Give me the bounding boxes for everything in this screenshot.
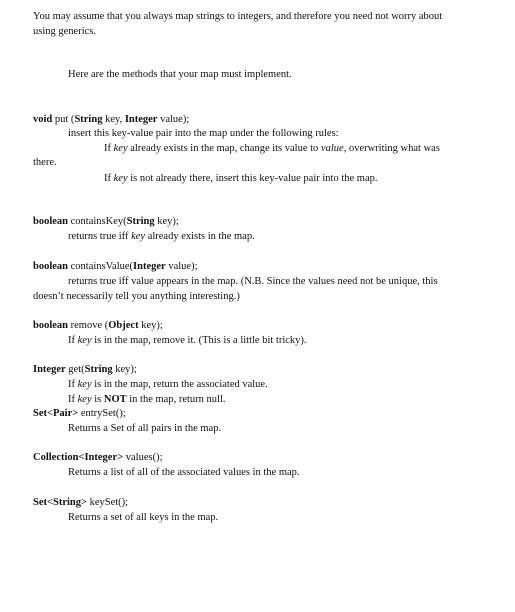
get-desc-part: If — [68, 379, 78, 390]
containskey-return-type: boolean — [33, 216, 69, 227]
containsvalue-description-2: doesn’t necessarily tell you anything interesting.) — [33, 291, 240, 302]
containsvalue-sig-part: containsValue( — [68, 261, 134, 272]
intro-line-1: You may assume that you always map strings to integers, and therefore you need not worry about — [33, 11, 443, 22]
containskey-signature — [33, 215, 179, 228]
get-description-1 — [68, 378, 268, 391]
containsvalue-return-type: boolean — [33, 261, 69, 272]
values-return-type: Collection<Integer> — [33, 452, 124, 463]
get-param-type: String — [84, 364, 113, 375]
remove-description — [68, 334, 307, 347]
put-rule-2-key: key — [113, 173, 128, 184]
put-rule-2 — [104, 172, 378, 185]
put-sig-part: put ( — [52, 114, 75, 125]
put-description: insert this key-value pair into the map under the following rules: — [68, 128, 339, 139]
put-rule-1-part: If — [104, 143, 114, 154]
put-rule-1 — [104, 142, 440, 155]
containsvalue-param-type: Integer — [133, 261, 166, 272]
values-description: Returns a list of all of the associated values in the map. — [68, 467, 300, 478]
put-rule-1-part: , overwriting what was — [343, 143, 440, 154]
containskey-desc-key: key — [131, 231, 146, 242]
get-sig-part: get( — [65, 364, 85, 375]
keyset-description: Returns a set of all keys in the map. — [68, 512, 219, 523]
containskey-description — [68, 230, 255, 243]
put-rule-1-part: already exists in the map, change its value to — [127, 143, 321, 154]
entryset-sig-part: entrySet(); — [78, 408, 126, 419]
containsvalue-description-1: returns true iff value appears in the map. (N.B. Since the values need not be unique, this — [68, 276, 438, 287]
get-desc-key: key — [77, 394, 92, 405]
remove-desc-part: is in the map, remove it. (This is a little bit tricky). — [91, 335, 307, 346]
get-sig-part: key); — [112, 364, 137, 375]
remove-return-type: boolean — [33, 320, 69, 331]
put-signature — [33, 113, 189, 126]
keyset-sig-part: keySet(); — [86, 497, 129, 508]
containskey-sig-part: containsKey( — [68, 216, 127, 227]
containskey-param-type: String — [126, 216, 155, 227]
get-desc-part: is in the map, return the associated value. — [91, 379, 268, 390]
entryset-return-type: Set< — [33, 408, 53, 419]
remove-sig-part: key); — [138, 320, 163, 331]
values-signature — [33, 451, 163, 464]
get-desc-part: If — [68, 394, 78, 405]
remove-desc-part: If — [68, 335, 78, 346]
put-rule-1-key: key — [113, 143, 128, 154]
containskey-sig-part: key); — [154, 216, 179, 227]
put-param-type-2: Integer — [124, 114, 158, 125]
get-description-2 — [68, 393, 226, 406]
intro-line-2: using generics. — [33, 26, 96, 37]
remove-sig-part: remove ( — [68, 320, 109, 331]
remove-desc-key: key — [77, 335, 92, 346]
get-signature — [33, 363, 137, 376]
entryset-description: Returns a Set of all pairs in the map. — [68, 423, 222, 434]
put-sig-part: value); — [157, 114, 190, 125]
methods-heading: Here are the methods that your map must implement. — [68, 69, 292, 80]
containsvalue-sig-part: value); — [165, 261, 198, 272]
get-desc-key: key — [77, 379, 92, 390]
values-sig-part: values(); — [123, 452, 163, 463]
containskey-desc-part: returns true iff — [68, 231, 132, 242]
get-return-type: Integer — [33, 364, 66, 375]
containskey-desc-part: already exists in the map. — [145, 231, 255, 242]
put-sig-part: key, — [102, 114, 125, 125]
put-rule-2-part: If — [104, 173, 114, 184]
entryset-signature — [33, 407, 126, 420]
put-param-type-1: String — [74, 114, 103, 125]
entryset-return-type: Pair — [52, 408, 73, 419]
put-rule-1-wrap: there. — [33, 157, 57, 168]
get-desc-part: is — [91, 394, 104, 405]
get-desc-not: NOT — [103, 394, 127, 405]
get-desc-part: in the map, return null. — [126, 394, 226, 405]
remove-param-type: Object — [108, 320, 139, 331]
put-rule-2-part: is not already there, insert this key-value pair into the map. — [127, 173, 378, 184]
entryset-return-type: > — [72, 408, 79, 419]
containsvalue-signature — [33, 260, 197, 273]
keyset-return-type: Set<String> — [33, 497, 87, 508]
put-rule-1-value: value — [320, 143, 344, 154]
remove-signature — [33, 319, 163, 332]
keyset-signature — [33, 496, 128, 509]
put-return-type: void — [33, 114, 53, 125]
